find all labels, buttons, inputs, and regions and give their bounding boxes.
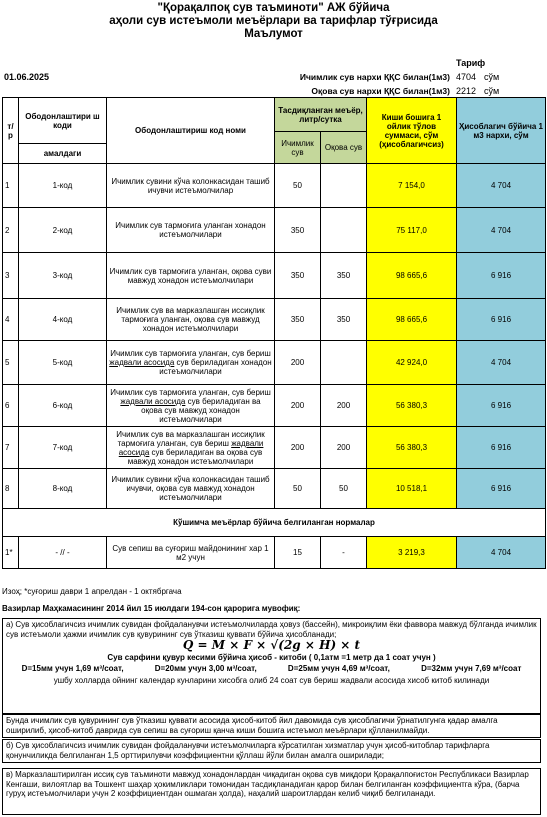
- cell-drink: 200: [275, 427, 321, 469]
- note-p1: Бунда ичимлик сув қувурининг сув ўтказиш қуввати асосида ҳисоб-китоб йил давомида сув ҳисоблагичи ўрнатилгунга қадар амалга оширилиб, ҳисоб-китоб даврида сув сепиш ва суғориш қанча киши бошига истеъмол меъёрлари қўлланилмайди.: [2, 714, 541, 738]
- cell-name: Сув сепиш ва суғориш майдонининг хар 1 м2 учун: [107, 537, 275, 569]
- table-row: [3, 299, 546, 341]
- document-date: 01.06.2025: [4, 72, 50, 82]
- name-part: Ичимлик сув ва марказлашган иссиқлик тармоғига уланган, сув бериш: [116, 429, 265, 448]
- cell-meter: 6 916: [457, 385, 546, 427]
- cell-meter: 6 916: [457, 427, 546, 469]
- cell-monthly: 42 924,0: [367, 341, 457, 385]
- pipe-d32: D=32мм учун 7,69 м³/соат: [421, 664, 522, 673]
- note-v: в) Марказлаштирилган иссиқ сув таъминоти мавжуд хонадонлардан чиқадиган оқова сув миқдори Қорақалпоғистон Республикаси Вазирлар Кенгаши, вилоятлар ва Тошкент шаҳар ҳокимликлари томонидан тасдиқланадиган қарор билан белгиланган коэффициентга кўра, (барча гуруҳ истеъмолчилари учун 2 коэффициентдан ошмаган ҳолда), наҳалий шароитлардан келиб чиқиб белгиланади.: [2, 768, 541, 815]
- cell-sewer: [321, 208, 367, 253]
- cell-meter: 6 916: [457, 299, 546, 341]
- decree-text: Вазирлар Маҳкамасининг 2014 йил 15 июлдаги 194-сон қарорига мувофиқ:: [2, 604, 301, 613]
- table-row: [3, 341, 546, 385]
- header-name: Ободонлаштириш код номи: [107, 98, 275, 164]
- tariff-table: [2, 97, 546, 569]
- note-b: б) Сув ҳисоблагичсиз ичимлик сувидан фойдаланувчи истеъмолчиларга кўрсатилган хизматлар учун ҳисоб-китоблар тарифларга қонунчиликда белгиланган 1,5 орттирилувчи коэффициентни қўллаш йўли билан амалга оширилади;: [2, 739, 541, 763]
- cell-name: Ичимлик сув тармоғига уланган, оқова суви мавжуд хонадон истеъмолчилари: [107, 253, 275, 299]
- cell-code: 7-код: [19, 427, 107, 469]
- title-line-3: Маълумот: [244, 28, 303, 40]
- cell-code: 6-код: [19, 385, 107, 427]
- table-row: [3, 253, 546, 299]
- cell-sewer: 350: [321, 299, 367, 341]
- cell-name: Ичимлик сув тармоғига уланган хонадон истеъмолчилари: [107, 208, 275, 253]
- cell-num: 8: [3, 469, 19, 509]
- cell-drink: 15: [275, 537, 321, 569]
- cell-code: 3-код: [19, 253, 107, 299]
- note-a-text: а) Сув ҳисоблагичсиз ичимлик сувидан фойдаланувчи истеъмолчиларда ҳовуз (бассейн), микроиқлим ёки фаввора мавжуд бўлганда ичимлик сув истеъмоли ҳажми ичимлик сув қувурининг сув ўтказиш қуввати бўйича ҳисобланади;: [6, 620, 537, 639]
- name-part: Ичимлик сув тармоғига уланган, сув бериш: [110, 387, 271, 397]
- cell-drink: 50: [275, 164, 321, 208]
- name-part: Ичимлик сув тармоғига уланган, сув бериш: [110, 349, 271, 358]
- cell-meter: 6 916: [457, 253, 546, 299]
- rate-sewer-value: 2212: [456, 86, 477, 96]
- cell-sewer: 200: [321, 427, 367, 469]
- table-row: [3, 208, 546, 253]
- cell-monthly: 98 665,6: [367, 299, 457, 341]
- cell-name: Ичимлик сув ва марказлашган иссиқлик тармоғига уланган, оқова сув мавжуд хонадон истеъмолчилари: [107, 299, 275, 341]
- header-monthly: Киши бошига 1 ойлик тўлов суммаси, сўм (ҳисоблагичсиз): [367, 98, 457, 164]
- daily-note: ушбу холларда ойнинг календар кунларини хисобга олиб 24 соат сув бериш жадвали асосида хисоб китоб килинади: [53, 675, 490, 685]
- header-num: т/р: [3, 98, 19, 164]
- cell-meter: 4 704: [457, 208, 546, 253]
- special-section-title: Кўшимча меъёрлар бўйича белгиланган нормалар: [3, 509, 546, 537]
- cell-name: Ичимлик сувини кўча колонкасидан ташиб ичувчи истеъмолчилар: [107, 164, 275, 208]
- cell-sewer: -: [321, 537, 367, 569]
- pipe-values: [6, 664, 537, 674]
- cell-sewer: [321, 341, 367, 385]
- cell-num: 5: [3, 341, 19, 385]
- header-norm-drink: Ичимлик сув: [275, 132, 321, 164]
- cell-code: 4-код: [19, 299, 107, 341]
- note-a-box: [2, 618, 541, 714]
- table-row: [3, 427, 546, 469]
- cell-sewer: [321, 164, 367, 208]
- cell-num: 6: [3, 385, 19, 427]
- table-row: [3, 537, 546, 569]
- cell-drink: 200: [275, 341, 321, 385]
- cell-name: [107, 341, 275, 385]
- cell-code: 5-код: [19, 341, 107, 385]
- cell-num: 4: [3, 299, 19, 341]
- schedule-basis: жадвали асосида: [120, 396, 186, 406]
- table-row: [3, 385, 546, 427]
- table-row: [3, 164, 546, 208]
- header-norm-sewer: Оқова сув: [321, 132, 367, 164]
- cell-drink: 50: [275, 469, 321, 509]
- cell-num: 1: [3, 164, 19, 208]
- rate-drink-currency: сўм: [484, 72, 500, 82]
- cell-sewer: 350: [321, 253, 367, 299]
- cell-num: 7: [3, 427, 19, 469]
- cell-meter: 6 916: [457, 469, 546, 509]
- header-code-current: амалдаги: [19, 144, 107, 164]
- document-title: [0, 2, 547, 41]
- cell-sewer: 50: [321, 469, 367, 509]
- cell-monthly: 3 219,3: [367, 537, 457, 569]
- cell-drink: 350: [275, 253, 321, 299]
- cell-monthly: 98 665,6: [367, 253, 457, 299]
- cell-name: [107, 427, 275, 469]
- cell-meter: 4 704: [457, 164, 546, 208]
- cell-meter: 4 704: [457, 341, 546, 385]
- name-part: сув бериладиган ва оқова сув мавжуд хонадон истеъмолчилари: [127, 447, 263, 466]
- cell-drink: 350: [275, 299, 321, 341]
- cell-code: 1-код: [19, 164, 107, 208]
- cell-num: 3: [3, 253, 19, 299]
- pipe-d20: D=20мм учун 3,00 м³/соат,: [154, 664, 257, 673]
- cell-monthly: 10 518,1: [367, 469, 457, 509]
- cell-drink: 350: [275, 208, 321, 253]
- cell-monthly: 7 154,0: [367, 164, 457, 208]
- footnote: Изоҳ; *суғориш даври 1 апрелдан - 1 октябргача: [2, 587, 182, 596]
- cell-monthly: 75 117,0: [367, 208, 457, 253]
- cell-monthly: 56 380,3: [367, 427, 457, 469]
- table-row: [3, 469, 546, 509]
- pipe-title: Сув сарфини қувур кесими бўйича ҳисоб - китоби ( 0,1атм =1 метр да 1 соат учун ): [107, 652, 436, 662]
- cell-code: 8-код: [19, 469, 107, 509]
- cell-num: 2: [3, 208, 19, 253]
- cell-code: - // -: [19, 537, 107, 569]
- table-body: [3, 164, 546, 509]
- name-part: сув бериладиган ва оқова сув мавжуд хонадон истеъмолчилари: [141, 396, 261, 424]
- header-norm: Тасдиқланган меъёр, литр/сутка: [275, 98, 367, 132]
- title-line-2: аҳоли сув истеъмоли меъёрлари ва тарифлар тўғрисида: [109, 15, 438, 27]
- tariff-label: Тариф: [456, 58, 486, 68]
- schedule-basis: жадвали асосида: [109, 358, 175, 367]
- cell-meter: 4 704: [457, 537, 546, 569]
- cell-drink: 200: [275, 385, 321, 427]
- rate-drink-value: 4704: [456, 72, 477, 82]
- cell-monthly: 56 380,3: [367, 385, 457, 427]
- schedule-basis: жадвали асосида: [118, 438, 264, 457]
- pipe-d15: D=15мм учун 1,69 м³/соат,: [21, 664, 124, 673]
- rate-drink-label: Ичимлик сув нархи ҚҚС билан(1м3): [299, 72, 450, 82]
- title-line-1: "Қорақалпоқ сув таъминоти" АЖ бўйича: [157, 2, 390, 14]
- cell-name: [107, 385, 275, 427]
- cell-name: Ичимлик сувини кўча колонкасидан ташиб ичувчи, оқова сув мавжуд хонадон истеъмолчилари: [107, 469, 275, 509]
- cell-num: 1*: [3, 537, 19, 569]
- rate-sewer-currency: сўм: [484, 86, 500, 96]
- name-part: сув бериладиган хонадон истеъмолчилари: [159, 358, 272, 376]
- cell-code: 2-код: [19, 208, 107, 253]
- rate-sewer-label: Оқова сув нархи ҚҚС билан(1м3): [311, 86, 450, 96]
- header-code: Ободонлаштири ш коди: [19, 98, 107, 144]
- pipe-d25: D=25мм учун 4,69 м³/соат,: [287, 664, 390, 673]
- cell-sewer: 200: [321, 385, 367, 427]
- header-meter: Ҳисоблагич бўйича 1 м3 нархи, сўм: [457, 98, 546, 164]
- flow-formula: Q = M × F × √(2g × H) × t: [182, 638, 361, 652]
